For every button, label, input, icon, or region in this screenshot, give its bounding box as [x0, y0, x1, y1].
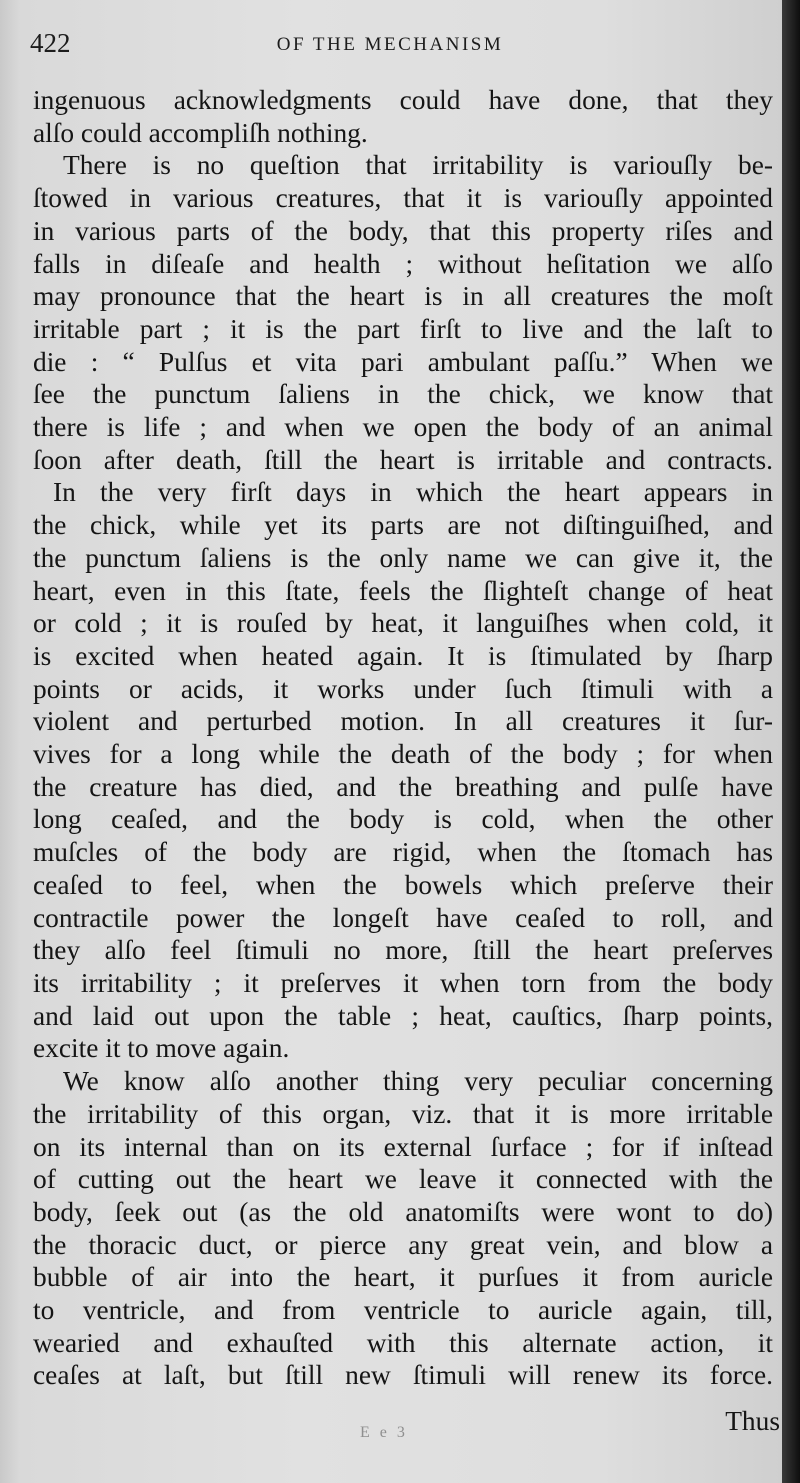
text-line: irritable part ; it is the part firſt to live and the laſt to: [33, 313, 773, 344]
text-line: in various parts of the body, that this property riſes and: [33, 215, 773, 246]
text-line: may pronounce that the heart is in all creatures the moſt: [33, 281, 773, 312]
text-line: there is life ; and when we open the body of an animal: [33, 412, 773, 443]
text-line: they alſo feel ſtimuli no more, ſtill the heart preſerves: [33, 935, 773, 966]
text-line: wearied and exhauſted with this alternate action, it: [33, 1327, 773, 1358]
text-line: the thoracic duct, or pierce any great vein, and blow a: [33, 1229, 773, 1260]
text-line: of cutting out the heart we leave it connected with the: [33, 1164, 773, 1195]
text-line: ſoon after death, ſtill the heart is irritable and contracts.: [33, 444, 773, 475]
text-line: the creature has died, and the breathing and pulſe have: [33, 771, 773, 802]
running-title: OF THE MECHANISM: [276, 34, 504, 55]
text-line: vives for a long while the death of the body ; for when: [33, 739, 773, 770]
text-line: points or acids, it works under ſuch ſtimuli with a: [33, 673, 773, 704]
text-line: its irritability ; it preſerves it when torn from the body: [33, 967, 773, 998]
text-line: the chick, while yet its parts are not diſtinguiſhed, and: [33, 510, 773, 541]
text-line: and laid out upon the table ; heat, cauſtics, ſharp points,: [33, 1000, 773, 1031]
text-line: excite it to move again.: [33, 1033, 290, 1064]
text-line: bubble of air into the heart, it purſues it from auricle: [33, 1262, 773, 1293]
text-line: on its internal than on its external ſurface ; for if inſtead: [33, 1131, 773, 1162]
text-line: heart, even in this ſtate, feels the ſlighteſt change of heat: [33, 575, 773, 606]
text-line: to ventricle, and from ventricle to auricle again, till,: [33, 1295, 773, 1326]
text-line: die : “ Pulſus et vita pari ambulant paſſu.” When we: [33, 346, 773, 377]
text-line: ſtowed in various creatures, that it is variouſly appointed: [33, 183, 773, 214]
text-line: ſee the punctum ſaliens in the chick, we know that: [33, 379, 773, 410]
text-line: We know alſo another thing very peculiar concerning: [63, 1066, 773, 1097]
text-line: long ceaſed, and the body is cold, when the other: [33, 804, 773, 835]
running-head: [30, 28, 750, 68]
text-line: is excited when heated again. It is ſtimulated by ſharp: [33, 640, 773, 671]
scan-edge: [782, 0, 800, 1483]
text-line: There is no queſtion that irritability is variouſly be-: [63, 150, 773, 181]
text-line: violent and perturbed motion. In all creatures it ſur-: [33, 706, 773, 737]
text-line: falls in diſeaſe and health ; without heſitation we alſo: [33, 248, 773, 279]
text-line: In the very firſt days in which the heart appears in: [53, 477, 773, 508]
text-line: muſcles of the body are rigid, when the ſtomach has: [33, 837, 773, 868]
text-line: the punctum ſaliens is the only name we can give it, the: [33, 542, 773, 573]
text-line: body, ſeek out (as the old anatomiſts were wont to do): [33, 1196, 773, 1227]
catchword: Thus: [725, 1406, 780, 1436]
text-line: the irritability of this organ, viz. that it is more irritable: [33, 1098, 773, 1129]
text-line: or cold ; it is rouſed by heat, it languiſhes when cold, it: [33, 608, 773, 639]
text-line: alſo could accompliſh nothing.: [33, 117, 368, 148]
page-number: 422: [30, 28, 71, 58]
text-line: contractile power the longeſt have ceaſed to roll, and: [33, 902, 773, 933]
text-line: ceaſes at laſt, but ſtill new ſtimuli will renew its force.: [33, 1360, 773, 1391]
text-line: ceaſed to feel, when the bowels which preſerve their: [33, 869, 773, 900]
signature-mark: E e 3: [360, 1424, 408, 1441]
body-text: [33, 84, 773, 1392]
text-line: ingenuous acknowledgments could have done, that they: [33, 85, 773, 115]
